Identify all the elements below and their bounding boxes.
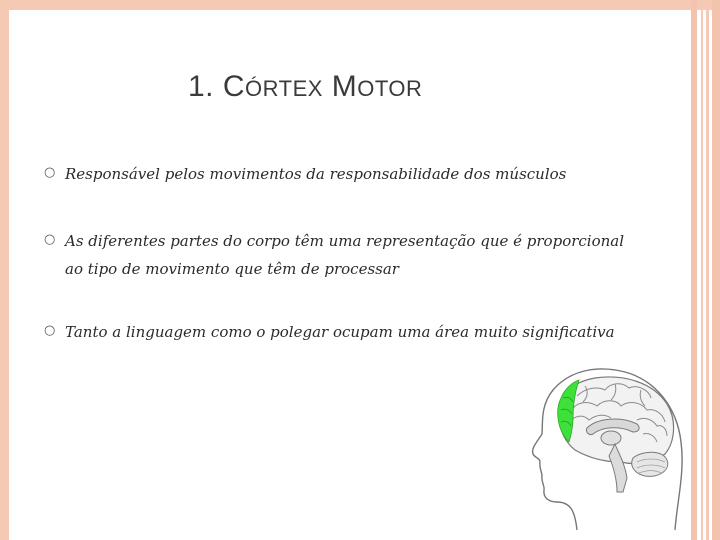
slide-border-top (0, 0, 720, 10)
bullet-text-2: As diferentes partes do corpo têm uma representação que é proporcional ao tipo de movimento que têm de processar (65, 232, 625, 278)
slide-border-left (0, 0, 9, 540)
cerebellum (632, 452, 668, 476)
bullet-text-3: Tanto a linguagem como o polegar ocupam uma área muito significativa (65, 323, 615, 341)
bullet-text-1: Responsável pelos movimentos da responsabilidade dos músculos (65, 165, 567, 183)
circle-bullet-icon: ○ (44, 165, 56, 180)
thalamus (601, 431, 621, 445)
slide-title: 1. CÓRTEX MOTOR (188, 70, 423, 103)
circle-bullet-icon: ○ (44, 232, 56, 247)
circle-bullet-icon: ○ (44, 323, 56, 338)
decorative-stripes (688, 0, 720, 540)
brain-sagittal-illustration (525, 362, 683, 530)
